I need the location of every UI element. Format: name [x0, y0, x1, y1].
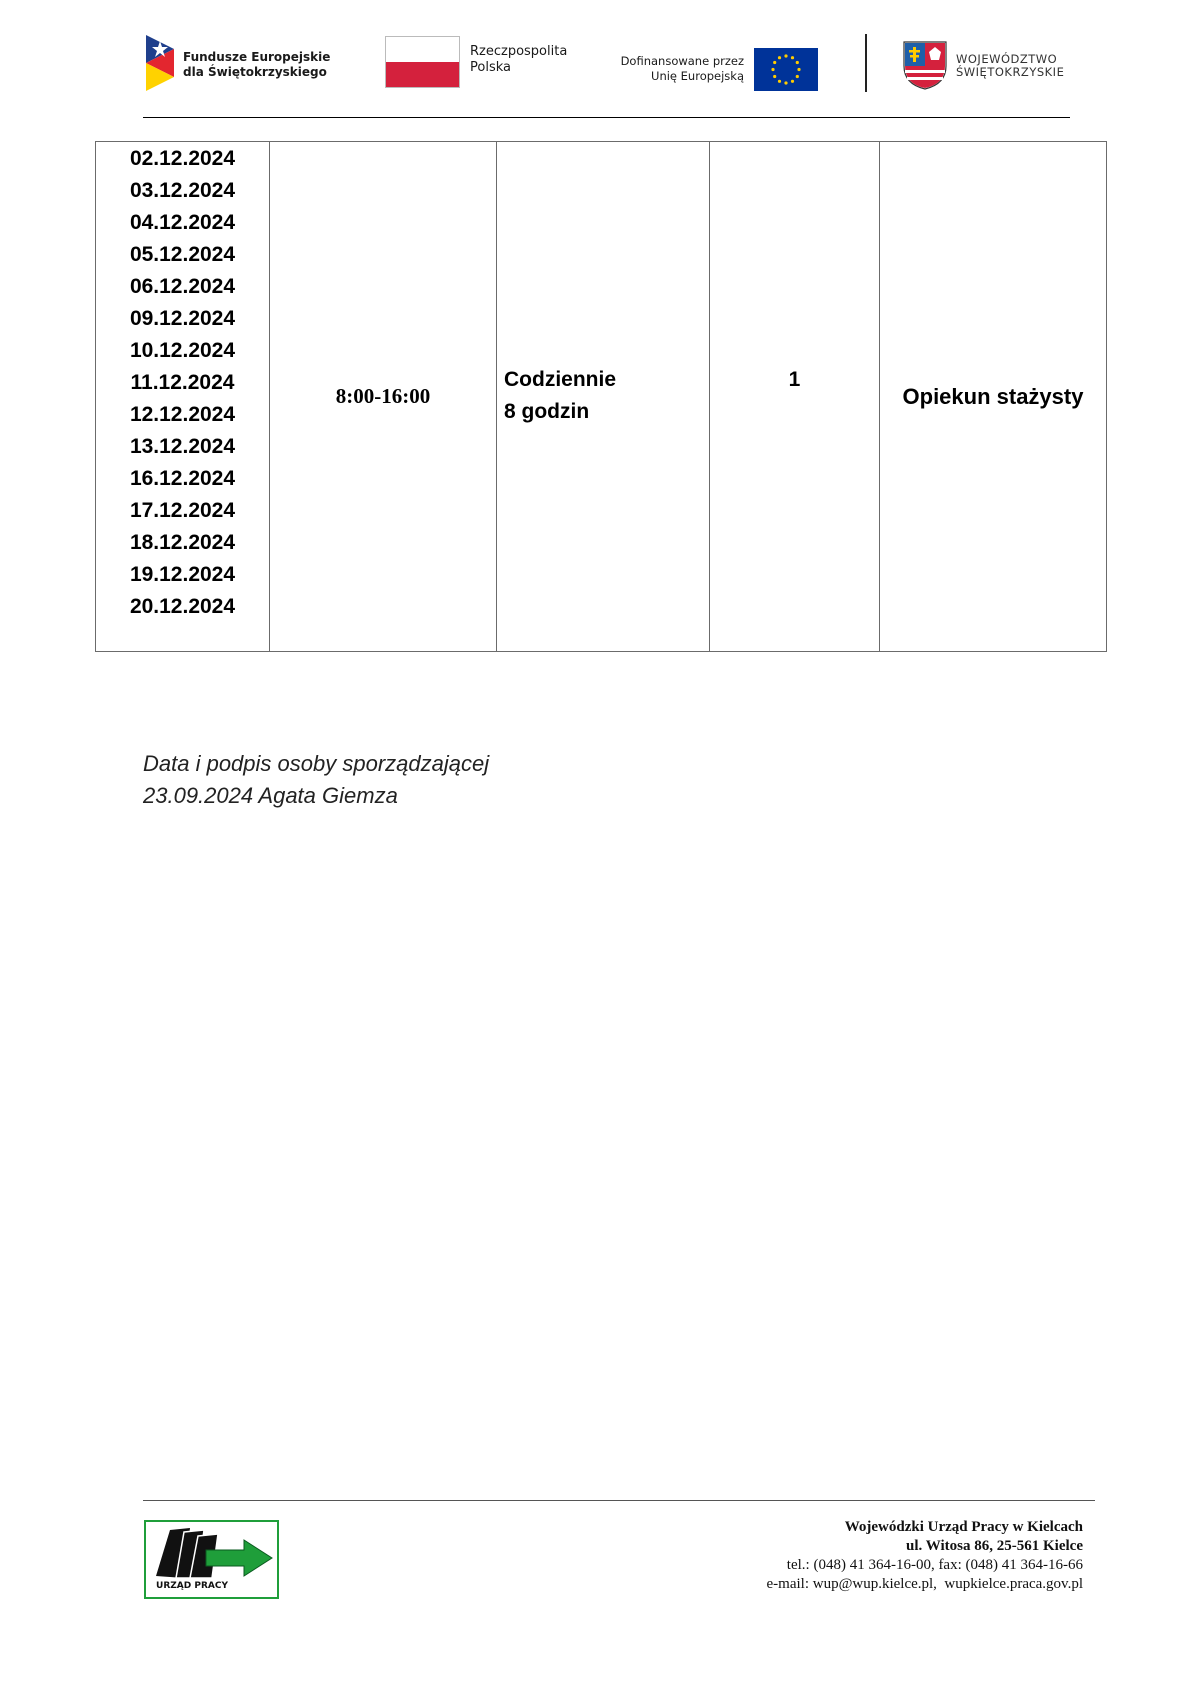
- count-cell: [710, 142, 880, 652]
- date-item: 10.12.2024: [129, 339, 236, 362]
- date-item: 02.12.2024: [129, 147, 236, 170]
- fe-logo-line2: dla Świętokrzyskiego: [183, 65, 327, 79]
- role-value: Opiekun stażysty: [902, 383, 1084, 409]
- hours-value: 8:00-16:00: [335, 384, 431, 408]
- org-address: ul. Witosa 86, 25-561 Kielce: [906, 1538, 1083, 1554]
- eu-flag-icon: [754, 48, 818, 91]
- date-item: 03.12.2024: [129, 179, 236, 202]
- hours-cell: [270, 142, 497, 652]
- region-logo-line2: ŚWIĘTOKRZYSKIE: [956, 65, 1065, 79]
- header-logos: [0, 0, 1190, 120]
- urzad-pracy-label: URZĄD PRACY: [156, 1581, 228, 1591]
- signature-value: 23.09.2024 Agata Giemza: [143, 783, 398, 808]
- dates-list: [96, 142, 269, 623]
- org-name: Wojewódzki Urząd Pracy w Kielcach: [844, 1519, 1083, 1535]
- region-logo-line1: WOJEWÓDZTWO: [956, 52, 1058, 66]
- dates-cell: [96, 142, 270, 652]
- org-phone: tel.: (048) 41 364-16-00, fax: (048) 41 364-16-66: [786, 1557, 1083, 1573]
- region-logo-text: [956, 53, 1064, 79]
- eu-logo-line2: Unię Europejską: [651, 69, 744, 83]
- rp-logo-text: [470, 44, 567, 76]
- count-value: 1: [788, 368, 801, 391]
- date-item: 18.12.2024: [129, 531, 236, 554]
- frequency-cell: [497, 142, 710, 652]
- signature-block: [143, 748, 489, 812]
- job-office-icon: [150, 1526, 275, 1580]
- org-email: e-mail: wup@wup.kielce.pl, wupkielce.praca.gov.pl: [766, 1576, 1083, 1592]
- frequency-line1: Codziennie: [504, 368, 617, 391]
- footer-divider: [143, 1500, 1095, 1501]
- fundusze-europejskie-icon: [146, 35, 176, 91]
- fe-logo-line1: Fundusze Europejskie: [183, 50, 331, 64]
- date-item: 19.12.2024: [129, 563, 236, 586]
- urzad-pracy-logo: [144, 1520, 279, 1599]
- date-item: 09.12.2024: [129, 307, 236, 330]
- contact-block: [767, 1518, 1084, 1594]
- schedule-table: [95, 141, 1107, 652]
- coat-of-arms-icon: [902, 40, 948, 90]
- date-item: 04.12.2024: [129, 211, 236, 234]
- rp-logo-line1: Rzeczpospolita: [470, 44, 568, 59]
- eu-logo-text: [600, 54, 744, 84]
- table-row: [96, 142, 1107, 652]
- header-separator: [865, 34, 867, 92]
- rp-logo-line2: Polska: [470, 60, 511, 75]
- eu-logo-line1: Dofinansowane przez: [620, 54, 744, 68]
- date-item: 17.12.2024: [129, 499, 236, 522]
- date-item: 16.12.2024: [129, 467, 236, 490]
- date-item: 06.12.2024: [129, 275, 236, 298]
- polish-flag-icon: [385, 36, 460, 88]
- date-item: 13.12.2024: [129, 435, 236, 458]
- fe-logo-text: [183, 50, 330, 80]
- role-cell: [880, 142, 1107, 652]
- frequency-line2: 8 godzin: [504, 400, 590, 423]
- date-item: 11.12.2024: [130, 371, 235, 394]
- date-item: 20.12.2024: [129, 595, 236, 618]
- header-divider: [143, 117, 1070, 118]
- date-item: 05.12.2024: [129, 243, 236, 266]
- date-item: 12.12.2024: [129, 403, 236, 426]
- signature-label: Data i podpis osoby sporządzającej: [143, 751, 490, 776]
